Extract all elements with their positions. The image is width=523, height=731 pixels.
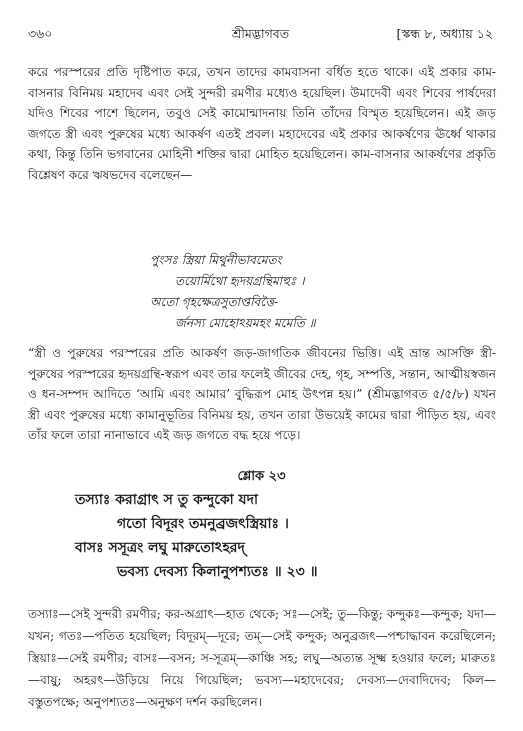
quoted-verse bbox=[150, 250, 490, 334]
quoted-verse-line: অতো গৃহক্ষেত্রসুতাপ্তবিত্তৈ- bbox=[150, 295, 279, 309]
book-title: শ্রীমদ্ভাগবত bbox=[231, 26, 290, 41]
page-header bbox=[28, 26, 493, 46]
page-number: ৩৬০ bbox=[28, 26, 53, 41]
quoted-verse-line: পুংসঃ স্ত্রিয়া মিথুনীভাবমেতং bbox=[150, 253, 282, 267]
purport-paragraph-2: “স্ত্রী ও পুরুষের পরস্পরের প্রতি আকর্ষণ জড়-জাগতিক জীবনের ভিত্তি। এই ভ্রান্ত আসক্তি স্ত্রী-পুরুষের পরস্পরের হৃদয়গ্রন্থি-স্বরূপ এবং তার ফলেই জীবের দেহ, গৃহ, সম্পত্তি, সন্তান, আত্মীয়স্বজন ও ধন-সম্পদ আদিতে ‘আমি এবং আমার’ বুদ্ধিরূপ মোহ উৎপন্ন হয়।” (শ্রীমদ্ভাগবত ৫/৫/৮) যখন স্ত্রী এবং পুরুষের মধ্যে কামানুভূতির বিনিময় হয়, তখন তারা উভয়েই কামের দ্বারা পীড়িত হয়, এবং তাঁর ফলে তারা নানাভাবে এই জড় জগতে বদ্ধ হয়ে পড়ে। bbox=[28, 346, 496, 442]
shloka-line: গতো বিদূরং তমনুব্রজৎস্ত্রিয়াঃ । bbox=[117, 516, 289, 532]
quoted-verse-line: র্জনস্য মোহোঽয়মহং মমেতি ॥ bbox=[175, 316, 316, 330]
shloka-line: বাসঃ সসূত্রং লঘু মারুতোঽহরদ্ bbox=[75, 540, 245, 556]
shloka-line: তস্যাঃ করাগ্রাৎ স তু কন্দুকো যদা bbox=[75, 492, 259, 508]
shloka-text bbox=[75, 488, 515, 584]
purport-paragraph-1: করে পরস্পরের প্রতি দৃষ্টিপাত করে, তখন তাদের কামবাসনা বর্ধিত হতে থাকে। এই প্রকার কাম-বাসনার বিনিময় মহাদেব এবং সেই সুন্দরী রমণীর মধ্যেও হয়েছিল। উমাদেবী এবং শিবের পার্ষদেরা যদিও শিবের পাশে ছিলেন, তবুও সেই কামোন্মাদনায় তিনি তাঁদের বিস্মৃত হয়েছিলেন। এই জড় জগতে স্ত্রী এবং পুরুষের মধ্যে আকর্ষণ এতই প্রবল। মহাদেবের এই প্রকার আকর্ষণের ঊর্ধ্বে থাকার কথা, কিন্তু তিনি ভগবানের মোহিনী শক্তির দ্বারা মোহিত হয়েছিলেন। কাম-বাসনার আকর্ষণের প্রকৃতি বিশ্লেষণ করে ঋষভদেব বলেছেন— bbox=[28, 65, 496, 182]
synonyms: তস্যাঃ—সেই সুন্দরী রমণীর; কর-অগ্রাৎ—হাত থেকে; সঃ—সেই; তু—কিন্তু; কন্দুকঃ—কন্দুক; যদা—যখন; গতঃ—পতিত হয়েছিল; বিদূরম্—দূরে; তম্—সেই কন্দুক; অনুব্রজৎ—পশ্চাদ্ধাবন করেছিলেন; স্ত্রিয়াঃ—সেই রমণীর; বাসঃ—বসন; স-সূত্রম্—কাঞ্চি সহ; লঘু—অত্যন্ত সূক্ষ্ম হওয়ার ফলে; মারুতঃ—বায়ু; অহরৎ—উড়িয়ে নিয়ে গিয়েছিল; ভবস্য—মহাদেবের; দেবস্য—দেবাদিদেব; কিল—বস্তুতপক্ষে; অনুপশ্যতঃ—অনুক্ষণ দর্শন করছিলেন। bbox=[28, 607, 496, 709]
shloka-line: ভবস্য দেবস্য কিলানুপশ্যতঃ ॥ ২৩ ॥ bbox=[117, 564, 318, 580]
quoted-verse-line: তয়োর্মিথো হৃদয়গ্রন্থিমাহুঃ । bbox=[175, 274, 305, 288]
section-reference: [স্কন্ধ ৮, অধ্যায় ১২ bbox=[396, 26, 493, 41]
shloka-heading: শ্লোক ২৩ bbox=[237, 469, 286, 484]
